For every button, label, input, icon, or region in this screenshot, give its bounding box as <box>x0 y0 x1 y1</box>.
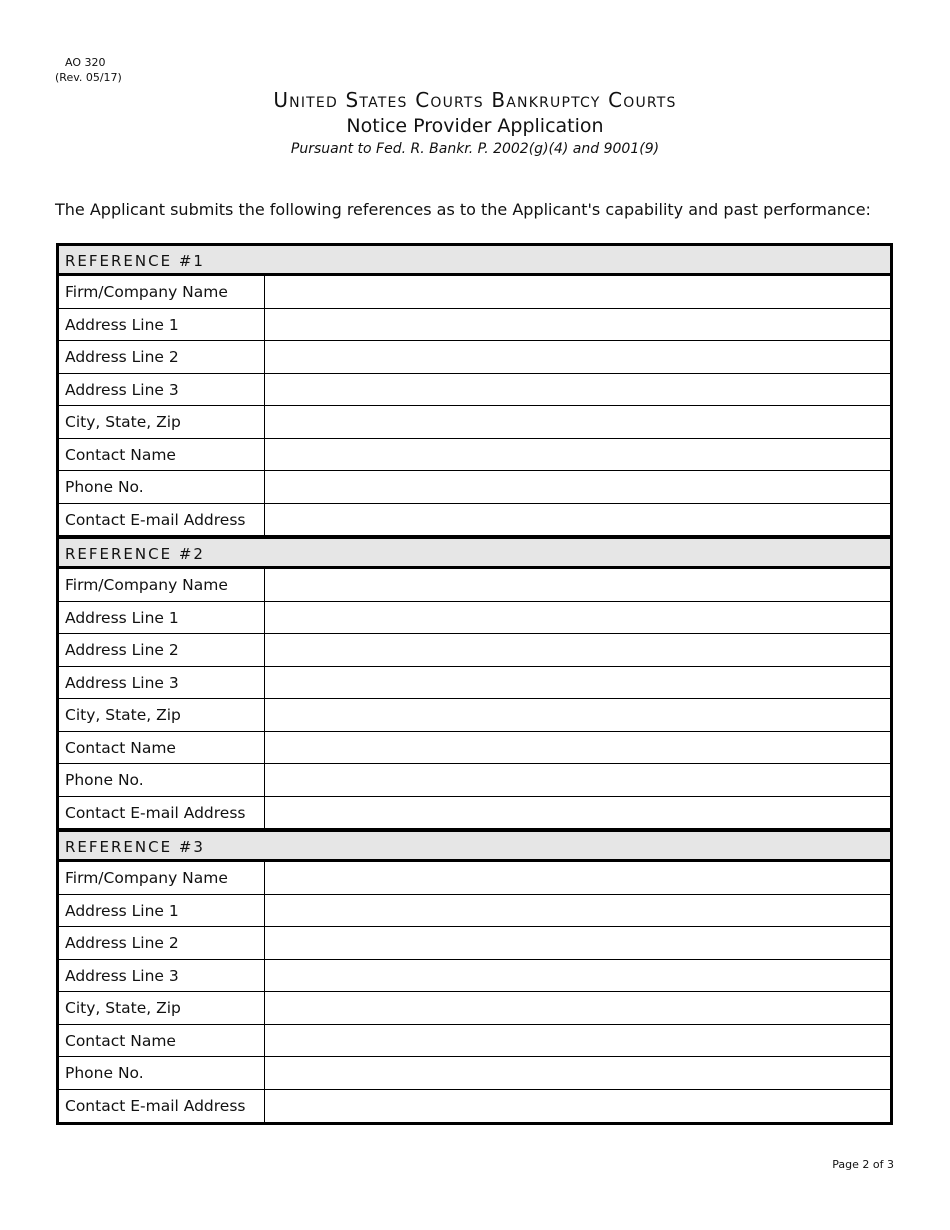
reference-heading: REFERENCE #1 <box>59 246 890 276</box>
field-label: Address Line 3 <box>59 960 265 992</box>
field-label: Contact Name <box>59 1025 265 1057</box>
table-row <box>59 699 890 732</box>
field-label: Address Line 2 <box>59 634 265 666</box>
field-label: Phone No. <box>59 1057 265 1089</box>
table-row <box>59 1090 890 1123</box>
form-id <box>55 55 122 85</box>
page-subtitle: Notice Provider Application <box>346 115 604 137</box>
field-label: Contact Name <box>59 732 265 764</box>
table-row <box>59 1025 890 1058</box>
table-row <box>59 309 890 342</box>
field-label: Contact Name <box>59 439 265 471</box>
page-title: United States Courts Bankruptcy Courts <box>273 88 677 112</box>
form-revision: (Rev. 05/17) <box>55 71 122 84</box>
table-row <box>59 960 890 993</box>
field-label: Firm/Company Name <box>59 569 265 601</box>
field-input[interactable] <box>265 276 890 308</box>
form-code: AO 320 <box>65 56 106 69</box>
field-label: Phone No. <box>59 764 265 796</box>
field-label: Phone No. <box>59 471 265 503</box>
table-row <box>59 374 890 407</box>
reference-section <box>59 829 890 1122</box>
field-input[interactable] <box>265 602 890 634</box>
field-input[interactable] <box>265 960 890 992</box>
field-input[interactable] <box>265 439 890 471</box>
field-input[interactable] <box>265 309 890 341</box>
field-label: Address Line 1 <box>59 602 265 634</box>
table-row <box>59 471 890 504</box>
reference-section <box>59 536 890 829</box>
field-label: Contact E-mail Address <box>59 504 265 536</box>
page-header <box>0 86 950 160</box>
field-label: Firm/Company Name <box>59 862 265 894</box>
field-label: Contact E-mail Address <box>59 1090 265 1123</box>
table-row <box>59 764 890 797</box>
table-row <box>59 406 890 439</box>
table-row <box>59 895 890 928</box>
table-row <box>59 504 890 537</box>
field-label: City, State, Zip <box>59 406 265 438</box>
table-row <box>59 667 890 700</box>
reference-heading: REFERENCE #2 <box>59 536 890 569</box>
field-input[interactable] <box>265 927 890 959</box>
table-row <box>59 602 890 635</box>
field-input[interactable] <box>265 406 890 438</box>
table-row <box>59 439 890 472</box>
field-label: City, State, Zip <box>59 992 265 1024</box>
field-input[interactable] <box>265 1090 890 1123</box>
field-input[interactable] <box>265 862 890 894</box>
table-row <box>59 927 890 960</box>
field-label: Address Line 2 <box>59 341 265 373</box>
table-row <box>59 341 890 374</box>
page-number: Page 2 of 3 <box>832 1158 894 1171</box>
field-input[interactable] <box>265 732 890 764</box>
field-label: Address Line 1 <box>59 895 265 927</box>
field-label: City, State, Zip <box>59 699 265 731</box>
rule-citation: Pursuant to Fed. R. Bankr. P. 2002(g)(4) and 9001(9) <box>290 141 660 157</box>
field-input[interactable] <box>265 504 890 536</box>
field-label: Firm/Company Name <box>59 276 265 308</box>
field-input[interactable] <box>265 895 890 927</box>
table-row <box>59 797 890 830</box>
references-table <box>56 243 893 1125</box>
table-row <box>59 862 890 895</box>
field-input[interactable] <box>265 764 890 796</box>
field-input[interactable] <box>265 471 890 503</box>
field-label: Contact E-mail Address <box>59 797 265 829</box>
field-input[interactable] <box>265 992 890 1024</box>
field-input[interactable] <box>265 1057 890 1089</box>
field-label: Address Line 3 <box>59 667 265 699</box>
field-input[interactable] <box>265 634 890 666</box>
table-row <box>59 634 890 667</box>
field-input[interactable] <box>265 1025 890 1057</box>
field-input[interactable] <box>265 699 890 731</box>
table-row <box>59 1057 890 1090</box>
reference-section <box>59 246 890 536</box>
field-input[interactable] <box>265 797 890 829</box>
table-row <box>59 276 890 309</box>
field-input[interactable] <box>265 667 890 699</box>
reference-heading: REFERENCE #3 <box>59 829 890 862</box>
field-label: Address Line 2 <box>59 927 265 959</box>
field-label: Address Line 1 <box>59 309 265 341</box>
field-input[interactable] <box>265 341 890 373</box>
field-label: Address Line 3 <box>59 374 265 406</box>
table-row <box>59 992 890 1025</box>
intro-text: The Applicant submits the following references as to the Applicant's capability and past performance: <box>55 200 871 219</box>
field-input[interactable] <box>265 374 890 406</box>
field-input[interactable] <box>265 569 890 601</box>
table-row <box>59 732 890 765</box>
table-row <box>59 569 890 602</box>
